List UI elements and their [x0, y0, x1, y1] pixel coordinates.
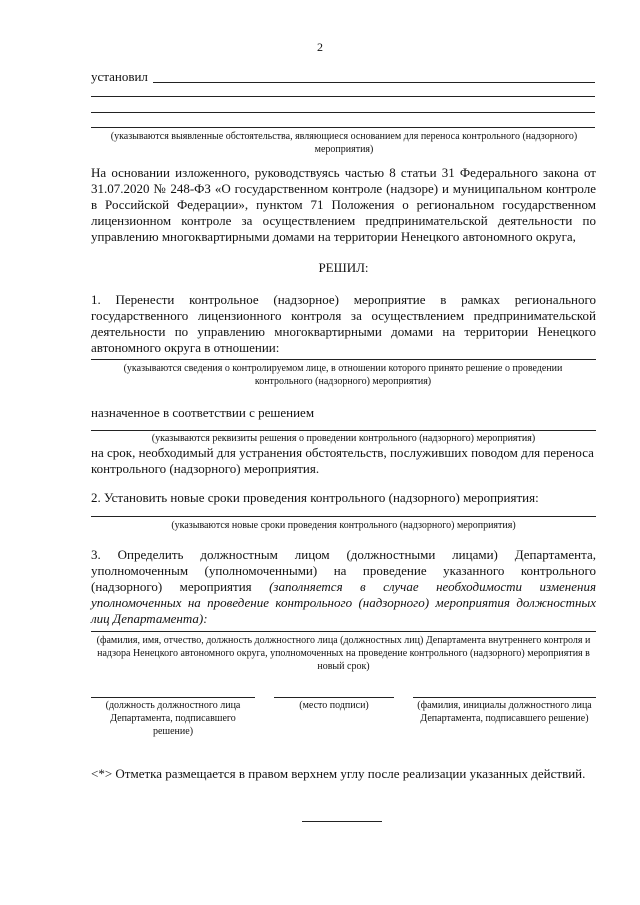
decided-heading: РЕШИЛ:: [318, 260, 369, 275]
fill-line: [91, 96, 595, 97]
footnote: <*> Отметка размещается в правом верхнем углу после реализации указанных действий.: [91, 766, 586, 781]
fill-line: [91, 112, 595, 113]
sign-place: (место подписи): [299, 700, 369, 711]
established-label: установил: [91, 69, 148, 84]
sign-position: (должность должностного лица Департамента, подписавшего решение): [105, 700, 241, 737]
fill-line: [91, 430, 596, 431]
item-3-text: [91, 547, 596, 627]
sign-name: (фамилия, инициалы должностного лица Департамента, подписавшего решение): [417, 700, 592, 724]
fill-line: [153, 82, 595, 83]
signature-line-place: [274, 697, 394, 698]
basis-paragraph: На основании изложенного, руководствуясь частью 8 статьи 31 Федерального закона от 31.07.2020 № 248-ФЗ «О государственном контроле (надзоре) и муниципальном контроле в Российской Федерации», пунктом 71 Положения о региональном государственном лицензионном контроле за осуществлением предпринимательской деятельности по управлению многоквартирными домами на территории Ненецкого автономного округа,: [91, 165, 596, 244]
end-separator: [302, 821, 382, 822]
assigned-text: назначенное в соответствии с решением: [91, 405, 315, 420]
item-1-text: 1. Перенести контрольное (надзорное) мероприятие в рамках регионального государственного лицензионного контроля за осуществлением предпринимательской деятельности по управлению многоквартирными домами на территории Ненецкого автономного округа в отношении:: [91, 292, 596, 355]
signature-line-position: [91, 697, 255, 698]
note-officials: (фамилия, имя, отчество, должность должностного лица (должностных лиц) Департамента внутреннего контроля и надзора Ненецкого автономного округа, уполномоченных на проведение контрольного (надзорного) мероприятия в новый срок): [96, 635, 591, 672]
note-controlled-person: (указываются сведения о контролируемом лице, в отношении которого принято решение о проведении контрольного (надзорного) мероприятия): [123, 363, 563, 387]
note-decision-details: (указываются реквизиты решения о проведении контрольного (надзорного) мероприятия): [151, 433, 536, 444]
page-number: 2: [317, 40, 323, 54]
note-circumstances: (указываются выявленные обстоятельства, являющиеся основанием для переноса контрольного (надзорного) мероприятия): [110, 131, 578, 155]
period-text: на срок, необходимый для устранения обстоятельств, послуживших поводом для переноса контрольного (надзорного) мероприятия.: [91, 445, 594, 476]
item-2-text: 2. Установить новые сроки проведения контрольного (надзорного) мероприятия:: [91, 490, 539, 505]
fill-line: [91, 631, 596, 632]
fill-line: [91, 359, 596, 360]
note-new-dates: (указываются новые сроки проведения контрольного (надзорного) мероприятия): [171, 520, 516, 531]
item-3-italic: (заполняется в случае необходимости изменения уполномоченных на проведение контрольного (надзорного) мероприятия должностных лиц Департамента):: [91, 579, 596, 626]
fill-line: [91, 127, 595, 128]
fill-line: [91, 516, 596, 517]
signature-line-name: [413, 697, 596, 698]
item-3-main: 3. Определить должностным лицом (должностными лицами) Департамента, уполномоченным (уполномоченными) на проведение указанного контрольного (надзорного) мероприятия: [91, 547, 596, 594]
